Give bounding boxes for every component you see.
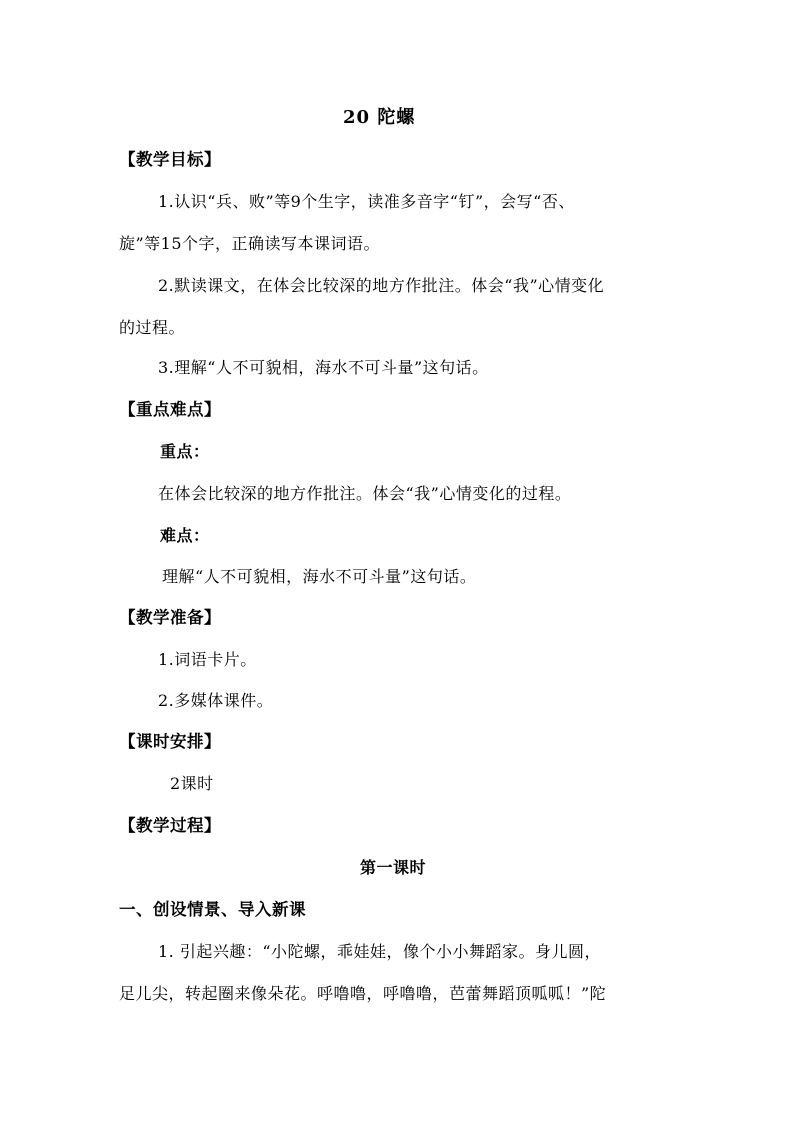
objective-1-line-2: 旋”等15个字，正确读写本课词语。 bbox=[119, 234, 381, 253]
objectives-heading: 【教学目标】 bbox=[119, 150, 221, 169]
objective-1-line-1: 1.认识“兵、败”等9个生字，读准多音字“钉”，会写“否、 bbox=[158, 192, 575, 211]
objective-2-line-1: 2.默读课文，在体会比较深的地方作批注。体会“我”心情变化 bbox=[158, 276, 605, 295]
objective-3: 3.理解“人不可貌相，海水不可斗量”这句话。 bbox=[158, 358, 489, 377]
preparation-item-1: 1.词语卡片。 bbox=[158, 650, 257, 669]
process-heading: 【教学过程】 bbox=[119, 816, 221, 835]
part-1-heading: 一、创设情景、导入新课 bbox=[119, 900, 306, 919]
key-points-heading: 【重点难点】 bbox=[119, 400, 221, 419]
difficult-point-text: 理解“人不可貌相，海水不可斗量”这句话。 bbox=[162, 567, 477, 586]
schedule-heading: 【课时安排】 bbox=[119, 732, 221, 751]
document-title: 20 陀螺 bbox=[343, 107, 416, 128]
part-1-line-1: 1. 引起兴趣：“小陀螺，乖娃娃，像个小小舞蹈家。身儿圆， bbox=[158, 942, 602, 961]
schedule-text: 2课时 bbox=[170, 774, 214, 793]
preparation-heading: 【教学准备】 bbox=[119, 608, 221, 627]
difficult-point-label: 难点： bbox=[160, 526, 210, 545]
part-1-line-2: 足儿尖，转起圈来像朵花。呼噜噜，呼噜噜，芭蕾舞蹈顶呱呱！”陀 bbox=[119, 984, 607, 1003]
lesson-title: 第一课时 bbox=[360, 858, 427, 877]
key-point-label: 重点： bbox=[160, 442, 210, 461]
key-point-text: 在体会比较深的地方作批注。体会“我”心情变化的过程。 bbox=[158, 484, 572, 503]
preparation-item-2: 2.多媒体课件。 bbox=[158, 691, 274, 710]
objective-2-line-2: 的过程。 bbox=[119, 318, 186, 337]
